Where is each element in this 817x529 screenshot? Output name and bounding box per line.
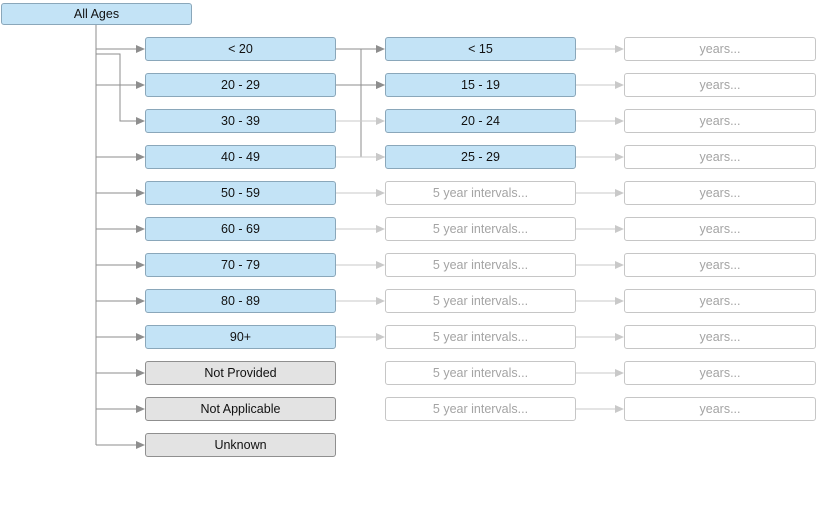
- arrow-to-y9: [615, 333, 624, 341]
- arrow-to-i80: [376, 297, 385, 305]
- node-y4-label: years...: [699, 150, 741, 164]
- node-y7: [624, 253, 816, 277]
- node-y8: [624, 289, 816, 313]
- connector-root-to-a30_39: [96, 54, 136, 121]
- node-a60_69-label: 60 - 69: [221, 222, 260, 236]
- node-a20_24: [385, 109, 576, 133]
- node-lt20: [145, 37, 336, 61]
- node-i50-label: 5 year intervals...: [432, 258, 529, 272]
- arrow-to-lt20: [136, 45, 145, 53]
- arrow-to-a80_89: [136, 297, 145, 305]
- node-lt15-label: < 15: [468, 42, 493, 56]
- node-a40_49: [145, 145, 336, 169]
- node-a25_29-label: 25 - 29: [461, 150, 500, 164]
- node-y1: [624, 37, 816, 61]
- node-y10: [624, 361, 816, 385]
- node-i30: [385, 181, 576, 205]
- arrow-to-y4: [615, 153, 624, 161]
- node-y5-label: years...: [699, 186, 741, 200]
- arrow-to-a60_69: [136, 225, 145, 233]
- node-y6-label: years...: [699, 222, 741, 236]
- arrow-to-i70: [376, 261, 385, 269]
- node-y10-label: years...: [699, 366, 741, 380]
- arrow-to-i90: [376, 333, 385, 341]
- node-np: [145, 361, 336, 385]
- node-na: [145, 397, 336, 421]
- node-i80-label: 5 year intervals...: [432, 366, 529, 380]
- arrow-to-y10: [615, 369, 624, 377]
- arrow-to-y8: [615, 297, 624, 305]
- node-y3-label: years...: [699, 114, 741, 128]
- node-i70: [385, 325, 576, 349]
- node-i90-label: 5 year intervals...: [432, 402, 529, 416]
- node-a70_79: [145, 253, 336, 277]
- node-y8-label: years...: [699, 294, 741, 308]
- node-i30-label: 5 year intervals...: [432, 186, 529, 200]
- node-y11: [624, 397, 816, 421]
- node-i50: [385, 253, 576, 277]
- arrow-to-a90p: [136, 333, 145, 341]
- node-a30_39-label: 30 - 39: [221, 114, 260, 128]
- root-node-all-ages-label: All Ages: [73, 7, 120, 21]
- node-a20_29: [145, 73, 336, 97]
- arrow-to-lt15: [376, 45, 385, 53]
- node-unk: [145, 433, 336, 457]
- arrow-to-i60: [376, 225, 385, 233]
- node-y9: [624, 325, 816, 349]
- node-y11-label: years...: [699, 402, 741, 416]
- arrow-to-a30_39: [136, 117, 145, 125]
- node-i60: [385, 289, 576, 313]
- node-a90p-label: 90+: [229, 330, 252, 344]
- arrow-to-y6: [615, 225, 624, 233]
- node-y5: [624, 181, 816, 205]
- node-a30_39: [145, 109, 336, 133]
- arrow-to-np: [136, 369, 145, 377]
- node-y2-label: years...: [699, 78, 741, 92]
- node-a25_29: [385, 145, 576, 169]
- node-i60-label: 5 year intervals...: [432, 294, 529, 308]
- node-i70-label: 5 year intervals...: [432, 330, 529, 344]
- node-a60_69: [145, 217, 336, 241]
- node-y6: [624, 217, 816, 241]
- arrow-to-y2: [615, 81, 624, 89]
- node-i80: [385, 361, 576, 385]
- node-a70_79-label: 70 - 79: [221, 258, 260, 272]
- arrow-to-a50_59: [136, 189, 145, 197]
- node-na-label: Not Applicable: [200, 402, 281, 416]
- arrow-to-y3: [615, 117, 624, 125]
- node-a15_19-label: 15 - 19: [461, 78, 500, 92]
- node-a80_89: [145, 289, 336, 313]
- node-a40_49-label: 40 - 49: [221, 150, 260, 164]
- node-i40: [385, 217, 576, 241]
- node-a20_24-label: 20 - 24: [461, 114, 500, 128]
- node-y4: [624, 145, 816, 169]
- arrow-to-a70_79: [136, 261, 145, 269]
- arrow-to-y7: [615, 261, 624, 269]
- node-a50_59: [145, 181, 336, 205]
- arrow-to-unk: [136, 441, 145, 449]
- arrow-to-y5: [615, 189, 624, 197]
- node-unk-label: Unknown: [214, 438, 267, 452]
- arrow-to-y1: [615, 45, 624, 53]
- node-i40-label: 5 year intervals...: [432, 222, 529, 236]
- node-a15_19: [385, 73, 576, 97]
- node-lt15: [385, 37, 576, 61]
- node-y7-label: years...: [699, 258, 741, 272]
- node-a20_29-label: 20 - 29: [221, 78, 260, 92]
- arrow-to-i30: [376, 117, 385, 125]
- node-lt20-label: < 20: [228, 42, 253, 56]
- node-y1-label: years...: [699, 42, 741, 56]
- node-a90p: [145, 325, 336, 349]
- arrow-to-i40: [376, 153, 385, 161]
- arrow-to-na: [136, 405, 145, 413]
- node-i90: [385, 397, 576, 421]
- node-y9-label: years...: [699, 330, 741, 344]
- arrow-to-a20_29: [136, 81, 145, 89]
- node-np-label: Not Provided: [204, 366, 277, 380]
- arrow-to-a40_49: [136, 153, 145, 161]
- arrow-to-a20_24: [376, 81, 385, 89]
- root-node-all-ages: [1, 3, 192, 25]
- arrow-to-y11: [615, 405, 624, 413]
- node-a50_59-label: 50 - 59: [221, 186, 260, 200]
- arrow-to-i50: [376, 189, 385, 197]
- node-y3: [624, 109, 816, 133]
- node-a80_89-label: 80 - 89: [221, 294, 260, 308]
- node-y2: [624, 73, 816, 97]
